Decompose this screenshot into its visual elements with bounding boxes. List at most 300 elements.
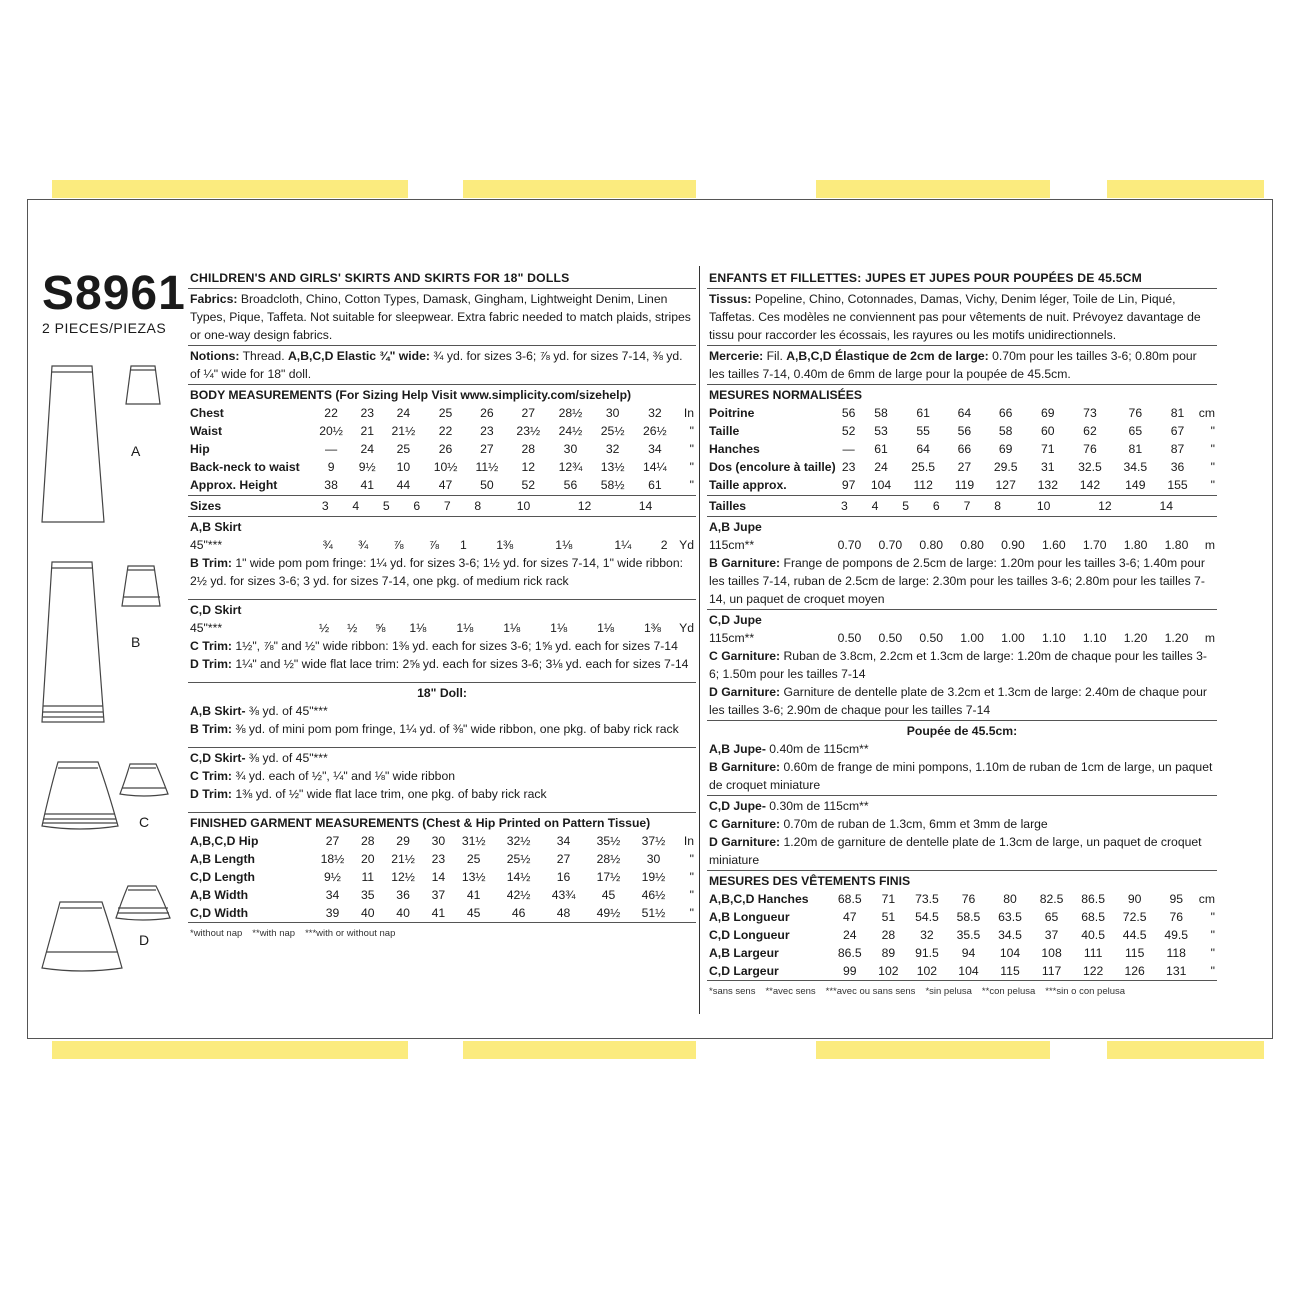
en-finished-cell: 37½	[641, 834, 666, 848]
fr-finished-unit: "	[1210, 946, 1215, 960]
en-doll-d-trim-text: 1⅜ yd. of ½" wide flat lace trim, one pkg. of baby rick rack	[235, 787, 547, 801]
fr-finished-cell: 115	[1000, 964, 1020, 978]
en-cd-c-trim-label: C Trim:	[190, 639, 232, 653]
en-body-cell: 10½	[433, 460, 458, 474]
en-ab-trim	[190, 554, 694, 590]
en-finished-row-label: A,B Width	[190, 888, 249, 902]
fr-doll-d-trim-label: D Garniture:	[709, 835, 781, 849]
en-body-cell: 50	[480, 478, 494, 492]
en-finished-row	[190, 832, 694, 850]
fr-body-cell: 66	[998, 406, 1013, 420]
fr-sizes-cell: 12	[1098, 499, 1112, 513]
fr-body-cell: 149	[1125, 478, 1146, 492]
en-body-cell: 14¼	[642, 460, 667, 474]
fr-finished-cell: 99	[842, 964, 857, 978]
fr-finished-cell: 63.5	[998, 910, 1022, 924]
en-body-cell: 23	[360, 406, 375, 420]
en-finished-cell: 49½	[596, 906, 621, 920]
en-notions	[188, 346, 696, 385]
en-doll-cd-text: ⅜ yd. of 45"***	[248, 751, 328, 765]
en-finished-cell: 45	[601, 888, 616, 902]
fr-notions-elastic: A,B,C,D Élastique de 2cm de large:	[786, 349, 989, 363]
en-doll-d-trim-label: D Trim:	[190, 787, 232, 801]
en-doll-heading: 18" Doll:	[417, 686, 467, 700]
en-body-cell: 34	[648, 442, 662, 456]
en-body-cell: 26½	[642, 424, 667, 438]
en-body-unit: "	[689, 442, 694, 456]
fr-cd-d-trim	[709, 683, 1215, 719]
en-finished-cell: 25½	[506, 852, 531, 866]
fr-cd-yardage-cell: 1.00	[960, 631, 984, 645]
fr-body-unit: cm	[1198, 406, 1215, 420]
fr-finished-cell: 51	[881, 910, 896, 924]
en-finished-row-label: A,B Length	[190, 852, 255, 866]
en-finished-cell: 19½	[641, 870, 666, 884]
fr-finished-cell: 115	[1124, 946, 1145, 960]
en-body-cell: 32	[605, 442, 620, 456]
fr-cd-c-trim-label: C Garniture:	[709, 649, 781, 663]
yellow-band-top-3	[816, 180, 1050, 198]
en-finished-cell: 40	[396, 906, 410, 920]
fr-notions	[707, 346, 1217, 385]
fr-cd-yardage-cell: 1.10	[1082, 631, 1107, 645]
en-finished-unit: "	[689, 852, 694, 866]
fr-footnote: **avec sens	[765, 986, 816, 997]
fr-body-cell: 31	[1041, 460, 1055, 474]
fr-cd-yardage-cell: 1.00	[1001, 631, 1025, 645]
fr-finished-cell: 24	[842, 928, 857, 942]
en-sizes-label: Sizes	[190, 499, 222, 513]
fr-notions-pre: Fil.	[766, 349, 783, 363]
fr-cd-skirt-label: C,D Jupe	[709, 613, 762, 627]
en-cd-yardage-cell: 1⅛	[597, 621, 615, 635]
en-fabrics-text: Broadcloth, Chino, Cotton Types, Damask, Gingham, Lightweight Denim, Linen Types, Pique, Taffeta. Not suitable for sleepwear. Extra fabric needed to match plaids, stripes or one-way design fabrics.	[190, 292, 691, 342]
fr-body-table	[709, 404, 1215, 494]
en-footnote: **with nap	[252, 928, 296, 939]
fr-ab-yardage-label: 115cm**	[709, 538, 755, 552]
fr-notions-text: 0.70m pour les tailles 3-6; 0.80m pour les tailles 7-14, 0.40m de 6mm de large pour la poupée de 45.5cm.	[709, 349, 1197, 381]
en-finished-unit: "	[689, 888, 694, 902]
fr-finished-cell: 68.5	[837, 892, 862, 906]
en-finished-cell: 16	[556, 870, 571, 884]
fr-body-cell: 76	[1083, 442, 1097, 456]
fr-ab-yardage-cell: 0.70	[878, 538, 903, 552]
en-body-row-label: Hip	[190, 442, 210, 456]
fr-finished-unit: "	[1210, 910, 1215, 924]
fr-fabrics-text: Popeline, Chino, Cotonnades, Damas, Vichy, Denim léger, Toile de Lin, Piqué, Taffetas. Ces modèles ne conviennent pas pour vêtements de nuit. Prévoyez davantage de tissu pour raccorder les écossais, les rayures ou les motifs unidirectionnels.	[709, 292, 1201, 342]
en-body-cell: 22	[438, 424, 453, 438]
en-ab-yardage-cell: ¾	[322, 538, 333, 552]
en-notions-pre: Thread.	[242, 349, 285, 363]
en-fabrics	[188, 289, 696, 346]
en-body-row-label: Chest	[190, 406, 224, 420]
fr-footnote: *sans sens	[709, 986, 756, 997]
fr-body-cell: 127	[995, 478, 1016, 492]
fr-fabrics	[707, 289, 1217, 346]
fr-body-cell: 69	[998, 442, 1013, 456]
en-notions-elastic: A,B,C,D Elastic ¾" wide:	[288, 349, 430, 363]
fr-ab-yardage-cell: 1.70	[1082, 538, 1107, 552]
en-finished-row-label: C,D Width	[190, 906, 249, 920]
fr-body-cell: 64	[916, 442, 930, 456]
en-finished-cell: 40	[360, 906, 375, 920]
fr-sizes-cell: 5	[902, 499, 910, 513]
fr-body-unit: "	[1210, 424, 1215, 438]
fr-body-cell: 34.5	[1123, 460, 1148, 474]
en-sizes-row	[188, 496, 696, 517]
fr-fabrics-label: Tissus:	[709, 292, 752, 306]
en-cd-c-trim-text: 1½", ⅞" and ½" wide ribbon: 1⅜ yd. each for sizes 3-6; 1⅝ yd. each for sizes 7-14	[235, 639, 678, 653]
en-finished-cell: 45	[466, 906, 481, 920]
fr-finished-cell: 47	[842, 910, 857, 924]
en-doll-c-trim-label: C Trim:	[190, 769, 232, 783]
fr-finished-row	[709, 908, 1215, 926]
en-finished-cell: 43¾	[551, 888, 576, 902]
fr-finished-cell: 102	[916, 964, 938, 978]
fr-cd-c-trim-text: Ruban de 3.8cm, 2.2cm et 1.3cm de large: 1.20m de chaque pour les tailles 3-6; 1.50m pour les tailles 7-14	[709, 649, 1207, 681]
en-cd-yardage-label: 45"***	[190, 621, 223, 635]
en-finished-cell: 28½	[596, 852, 621, 866]
en-ab-trim-label: B Trim:	[190, 556, 232, 570]
view-d-doll-skirt-sketch	[114, 884, 172, 922]
fr-body-cell: 87	[1170, 442, 1185, 456]
en-ab-yardage-label: 45"***	[190, 538, 223, 552]
fr-footnote: *sin pelusa	[925, 986, 972, 997]
fr-footnotes	[707, 981, 1217, 1003]
view-d-skirt-sketch	[40, 900, 124, 972]
en-body-cell: 27	[480, 442, 494, 456]
fr-doll-c-trim-label: C Garniture:	[709, 817, 781, 831]
yellow-band-bottom-3	[816, 1041, 1050, 1059]
fr-finished-unit: "	[1210, 964, 1215, 978]
en-notions-label: Notions:	[190, 349, 240, 363]
fr-ab-yardage-cell: 1.60	[1041, 538, 1066, 552]
en-finished-unit: In	[683, 834, 694, 848]
fr-body-unit: "	[1210, 460, 1215, 474]
en-body-cell: 58½	[600, 478, 625, 492]
en-finished-row-label: C,D Length	[190, 870, 255, 884]
fr-cd-yardage-cell: 0.50	[919, 631, 944, 645]
en-body-measurements	[188, 385, 696, 496]
fr-finished-cell: 131	[1166, 964, 1187, 978]
fr-finished-cell: 28	[881, 928, 896, 942]
en-sizes-cell: 8	[474, 499, 482, 513]
fr-body-cell: 81	[1170, 406, 1185, 420]
fr-finished-cell: 89	[881, 946, 896, 960]
en-finished-cell: 25	[466, 852, 481, 866]
en-ab-yardage-cell: ⅞	[428, 538, 439, 552]
en-finished-cell: 46	[511, 906, 526, 920]
fr-notions-label: Mercerie:	[709, 349, 764, 363]
fr-finished-cell: 82.5	[1039, 892, 1064, 906]
fr-sizes-row	[709, 497, 1215, 515]
english-column	[188, 268, 696, 945]
en-finished-heading: FINISHED GARMENT MEASUREMENTS (Chest & Hip Printed on Pattern Tissue)	[190, 816, 651, 830]
fr-finished-cell: 104	[958, 964, 979, 978]
fr-doll-ab-text: 0.40m de 115cm**	[769, 742, 869, 756]
en-footnote: ***with or without nap	[305, 928, 396, 939]
fr-body-cell: 53	[874, 424, 888, 438]
en-body-cell: 28	[521, 442, 536, 456]
fr-body-cell: 52	[841, 424, 856, 438]
en-cd-yardage-row	[190, 619, 694, 637]
fr-body-cell: 155	[1167, 478, 1188, 492]
en-finished-cell: 23	[431, 852, 446, 866]
en-sizes-row	[190, 497, 694, 515]
fr-body-cell: 27	[957, 460, 972, 474]
fr-finished-cell: 90	[1127, 892, 1142, 906]
en-finished-cell: 13½	[461, 870, 486, 884]
en-finished-cell: 30	[646, 852, 661, 866]
fr-body-cell: 58	[998, 424, 1013, 438]
fr-sizes-label: Tailles	[709, 499, 747, 513]
en-sizes-cell: 14	[638, 499, 653, 513]
en-footnotes	[188, 923, 696, 945]
fr-title: ENFANTS ET FILLETTES: JUPES ET JUPES POUR POUPÉES DE 45.5CM	[707, 268, 1217, 289]
fr-sizes-cell: 14	[1159, 499, 1174, 513]
fr-body-cell: 66	[957, 442, 972, 456]
en-sizes-cell: 3	[321, 499, 329, 513]
fr-body-row	[709, 440, 1215, 458]
fr-doll-cd-text: 0.30m de 115cm**	[769, 799, 869, 813]
en-finished-row	[190, 904, 694, 922]
fr-body-row-label: Taille approx.	[709, 478, 787, 492]
en-cd-yardage-cell: ⅝	[375, 621, 386, 635]
fr-body-cell: 25.5	[911, 460, 936, 474]
en-finished-cell: 28	[360, 834, 375, 848]
fr-finished-cell: 44.5	[1122, 928, 1147, 942]
fr-finished-row-label: C,D Longueur	[709, 928, 790, 942]
fr-cd-yardage-cell: 1.10	[1041, 631, 1066, 645]
pieces-label: 2 PIECES/PIEZAS	[42, 320, 167, 336]
fr-ab-yardage-cell: 0.80	[919, 538, 944, 552]
fr-ab-yardage-cell: 1.80	[1123, 538, 1148, 552]
en-finished-cell: 14	[431, 870, 446, 884]
en-ab-skirt	[188, 517, 696, 600]
fr-ab-yardage-cell: 0.80	[960, 538, 984, 552]
fr-finished-cell: 104	[999, 946, 1021, 960]
fr-cd-yardage-row	[709, 629, 1215, 647]
fr-finished-cell: 118	[1166, 946, 1186, 960]
fr-finished-row-label: A,B Longueur	[709, 910, 790, 924]
fr-finished-cell: 76	[961, 892, 976, 906]
fr-doll-c-trim-text: 0.70m de ruban de 1.3cm, 6mm et 3mm de large	[783, 817, 1048, 831]
en-body-cell: 24	[396, 406, 411, 420]
en-finished-cell: 41	[466, 888, 481, 902]
en-body-cell: 44	[396, 478, 411, 492]
fr-body-unit: "	[1210, 442, 1215, 456]
en-body-cell: 61	[648, 478, 662, 492]
en-finished-cell: 30	[431, 834, 446, 848]
en-finished-cell: 34	[325, 888, 340, 902]
fr-body-cell: 67	[1170, 424, 1185, 438]
en-finished-cell: 27	[325, 834, 340, 848]
en-sizes-cell: 5	[382, 499, 390, 513]
fr-body-cell: 29.5	[993, 460, 1018, 474]
en-body-unit: "	[689, 460, 694, 474]
en-cd-yardage-unit: Yd	[679, 621, 694, 635]
en-finished-cell: 34	[556, 834, 571, 848]
en-doll-c-trim-text: ¾ yd. each of ½", ¼" and ⅛" wide ribbon	[235, 769, 455, 783]
view-label-b: B	[131, 634, 141, 650]
fr-body-cell: 71	[1041, 442, 1055, 456]
fr-body-cell: —	[842, 442, 855, 456]
en-finished-cell: 11	[361, 870, 375, 884]
en-body-cell: 22	[324, 406, 338, 420]
en-body-cell: 24½	[558, 424, 583, 438]
en-ab-trim-text: 1" wide pom pom fringe: 1¼ yd. for sizes 3-6; 1½ yd. for sizes 7-14, 1" wide ribbon: 2½ yd. for sizes 3-6; 3 yd. for sizes 7-14, one pkg. of medium rick rack	[190, 556, 683, 588]
en-body-cell: 26	[438, 442, 453, 456]
en-body-cell: 25	[438, 406, 453, 420]
fr-finished-cell: 80	[1003, 892, 1017, 906]
fr-ab-yardage-unit: m	[1204, 538, 1215, 552]
en-finished-cell: 46½	[641, 888, 666, 902]
fr-sizes-cell: 8	[994, 499, 1001, 513]
fr-cd-yardage-cell: 0.50	[837, 631, 862, 645]
fr-body-row	[709, 476, 1215, 494]
fr-sizes-cell: 7	[963, 499, 971, 513]
en-cd-yardage-cell: 1⅛	[550, 621, 568, 635]
fr-body-heading: MESURES NORMALISÉES	[709, 388, 863, 402]
fr-body-cell: 142	[1079, 478, 1101, 492]
en-body-cell: 13½	[600, 460, 625, 474]
fr-finished-cell: 108	[1041, 946, 1062, 960]
fr-finished-cell: 34.5	[998, 928, 1022, 942]
en-ab-yardage-cell: 2	[660, 538, 668, 552]
fr-finished-cell: 95	[1169, 892, 1183, 906]
fr-body-row-label: Hanches	[709, 442, 760, 456]
fr-sizes-unit	[1197, 497, 1215, 515]
fr-finished-cell: 49.5	[1164, 928, 1189, 942]
en-body-cell: 25½	[600, 424, 625, 438]
en-cd-yardage-cell: 1⅛	[503, 621, 521, 635]
fr-body-row	[709, 458, 1215, 476]
fr-doll-heading: Poupée de 45.5cm:	[906, 724, 1018, 738]
en-doll-ab	[188, 683, 696, 748]
en-body-cell: 21½	[391, 424, 416, 438]
fr-finished-cell: 54.5	[915, 910, 939, 924]
en-doll-cd	[188, 748, 696, 813]
fr-doll-ab	[707, 721, 1217, 796]
en-ab-yardage-cell: 1	[460, 538, 467, 552]
en-ab-yardage-cell: ¾	[358, 538, 369, 552]
en-sizes-cell: 4	[352, 499, 360, 513]
en-body-cell: 26	[480, 406, 494, 420]
yellow-band-bottom-4	[1107, 1041, 1264, 1059]
fr-cd-d-trim-label: D Garniture:	[709, 685, 781, 699]
fr-cd-skirt	[707, 610, 1217, 721]
en-body-row	[190, 422, 694, 440]
fr-ab-yardage-row	[709, 536, 1215, 554]
fr-finished-cell: 86.5	[837, 946, 862, 960]
fr-ab-trim	[709, 554, 1215, 608]
fr-finished-cell: 40.5	[1081, 928, 1105, 942]
en-body-unit: "	[689, 478, 694, 492]
fr-sizes-cell: 10	[1036, 499, 1051, 513]
en-body-row-label: Waist	[190, 424, 223, 438]
en-body-cell: 23	[480, 424, 494, 438]
pattern-number: S8961	[42, 267, 186, 320]
en-cd-yardage-cell: 1⅛	[456, 621, 474, 635]
en-finished-cell: 32½	[506, 834, 531, 848]
en-finished-row	[190, 886, 694, 904]
fr-finished-measurements	[707, 871, 1217, 981]
en-body-cell: 24	[360, 442, 375, 456]
en-body-cell: 52	[521, 478, 536, 492]
en-ab-yardage-row	[190, 536, 694, 554]
fr-body-cell: 97	[841, 478, 856, 492]
en-cd-yardage-cell: ½	[347, 621, 358, 635]
en-body-cell: 28½	[558, 406, 583, 420]
fr-ab-yardage-cell: 0.70	[837, 538, 862, 552]
fr-body-cell: 132	[1037, 478, 1058, 492]
en-body-cell: 9½	[358, 460, 376, 474]
en-body-cell: 11½	[475, 460, 499, 474]
fr-ab-skirt	[707, 517, 1217, 610]
fr-sizes-cell: 4	[871, 499, 879, 513]
fr-finished-row	[709, 890, 1215, 908]
en-body-row	[190, 458, 694, 476]
en-cd-skirt	[188, 600, 696, 683]
en-cd-yardage-cell: 1⅛	[409, 621, 427, 635]
fr-doll-b-trim-label: B Garniture:	[709, 760, 781, 774]
fr-doll-cd	[707, 796, 1217, 871]
en-finished-cell: 37	[431, 888, 446, 902]
fr-finished-cell: 126	[1124, 964, 1145, 978]
en-doll-ab-label: A,B Skirt-	[190, 704, 246, 718]
fr-finished-cell: 76	[1169, 910, 1183, 924]
en-body-cell: 30	[605, 406, 620, 420]
en-body-cell: 10	[396, 460, 411, 474]
en-finished-cell: 31½	[461, 834, 486, 848]
en-ab-yardage-cell: 1¼	[614, 538, 632, 552]
en-cd-d-trim-label: D Trim:	[190, 657, 232, 671]
en-body-cell: —	[324, 442, 338, 456]
fr-doll-ab-label: A,B Jupe-	[709, 742, 766, 756]
en-finished-row	[190, 868, 694, 886]
en-finished-table	[190, 832, 694, 922]
en-body-cell: 25	[396, 442, 411, 456]
fr-finished-cell: 58.5	[956, 910, 981, 924]
fr-body-cell: 36	[1170, 460, 1185, 474]
en-body-row-label: Back-neck to waist	[190, 460, 300, 474]
en-finished-cell: 20	[360, 852, 375, 866]
en-body-cell: 30	[563, 442, 578, 456]
fr-cd-yardage-label: 115cm**	[709, 631, 755, 645]
view-a-doll-skirt-sketch	[124, 364, 164, 408]
fr-body-cell: 76	[1128, 406, 1143, 420]
fr-body-cell: 104	[870, 478, 892, 492]
en-finished-cell: 18½	[320, 852, 345, 866]
yellow-band-top-4	[1107, 180, 1264, 198]
en-body-cell: 47	[438, 478, 453, 492]
en-notions-text: ¾ yd. for sizes 3-6; ⅞ yd. for sizes 7-14, ⅜ yd. of ¼" wide for 18" doll.	[190, 349, 683, 381]
en-ab-yardage-cell: 1⅜	[496, 538, 514, 552]
en-finished-cell: 41	[431, 906, 446, 920]
view-b-long-skirt-sketch	[40, 560, 110, 724]
fr-finished-cell: 72.5	[1122, 910, 1147, 924]
fr-ab-yardage-cell: 1.80	[1164, 538, 1189, 552]
fr-cd-yardage-cell: 0.50	[878, 631, 903, 645]
fr-finished-cell: 32	[920, 928, 934, 942]
fr-body-cell: 23	[841, 460, 856, 474]
en-finished-cell: 35	[360, 888, 375, 902]
fr-finished-cell: 122	[1082, 964, 1104, 978]
en-body-row	[190, 440, 694, 458]
en-sizes-cell: 10	[516, 499, 531, 513]
en-footnote: *without nap	[190, 928, 243, 939]
en-body-cell: 56	[563, 478, 578, 492]
